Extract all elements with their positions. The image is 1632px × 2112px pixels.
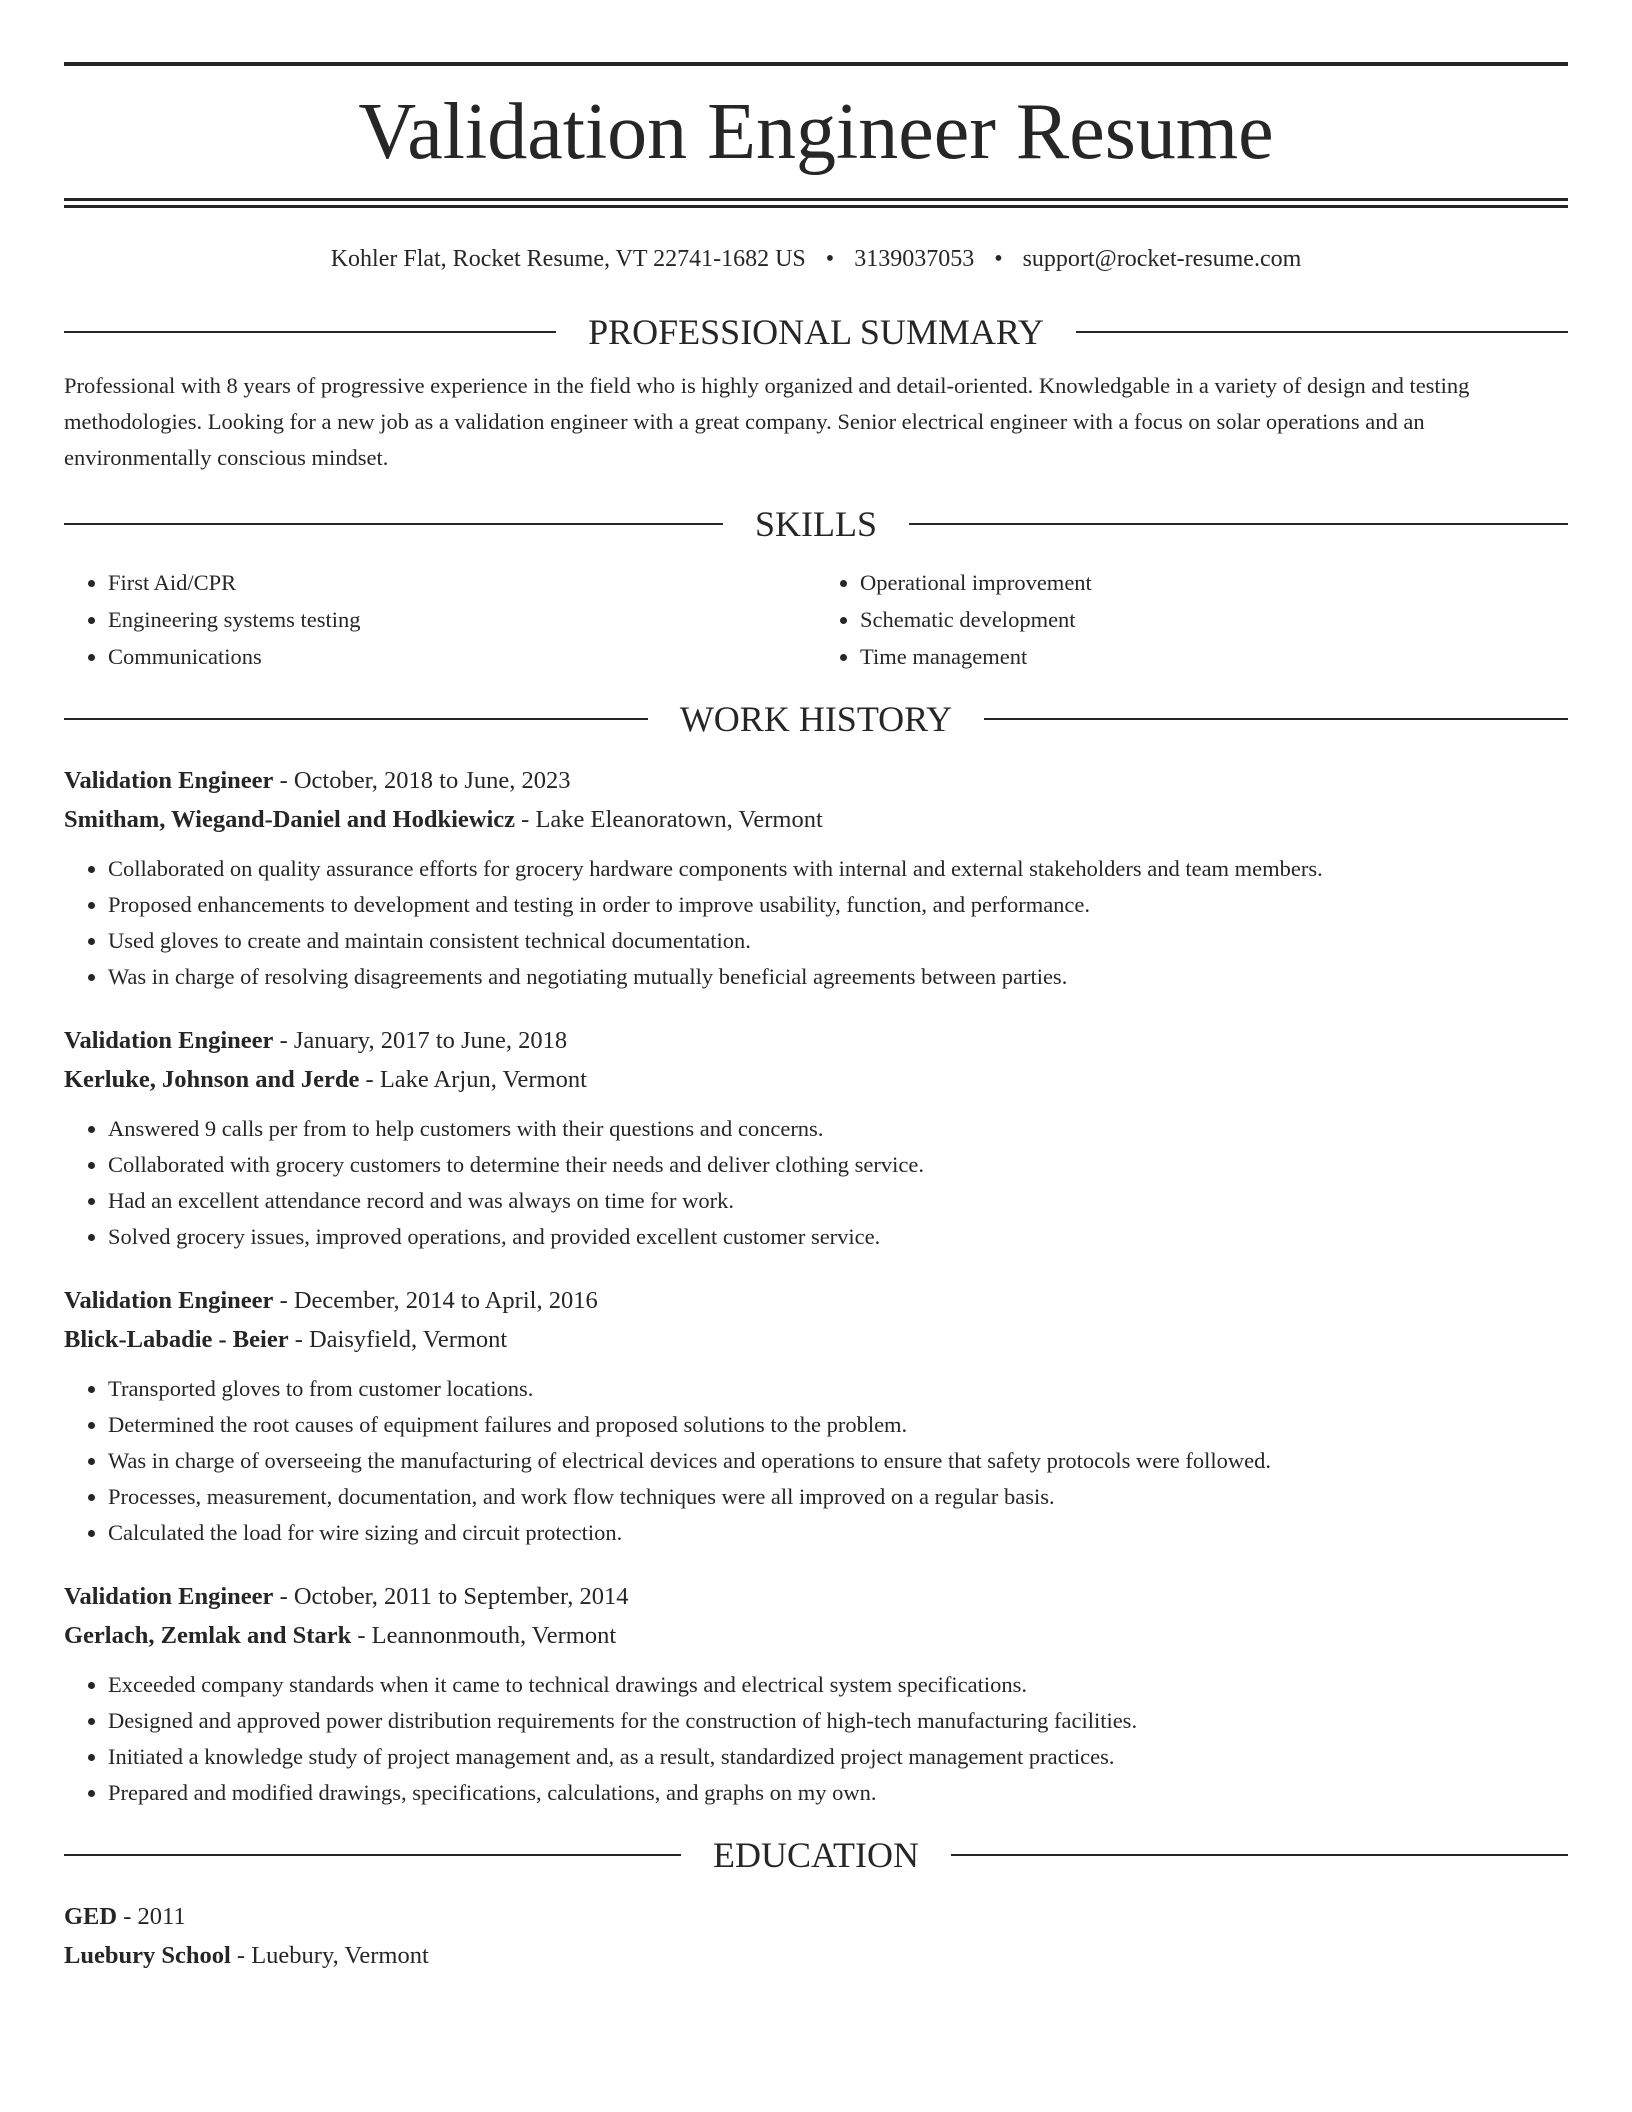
job-bullets — [64, 1667, 1568, 1811]
job-bullet: • Was in charge of overseeing the manufacturing of electrical devices and operations to ensure that safety protocols were followed. — [108, 1443, 1568, 1479]
education-degree: GED — [64, 1903, 118, 1930]
education-degree-line — [64, 1897, 1568, 1936]
section-rule — [64, 523, 723, 525]
job-company-line — [64, 1616, 1568, 1655]
section-header-education — [64, 1833, 1568, 1877]
job-title-line — [64, 1281, 1568, 1320]
job-bullet: • Solved grocery issues, improved operations, and provided excellent customer service. — [108, 1219, 1568, 1255]
section-title: PROFESSIONAL SUMMARY — [588, 312, 1044, 352]
job-title-line — [64, 1021, 1568, 1060]
section-title: WORK HISTORY — [679, 699, 953, 739]
section-rule — [64, 1854, 681, 1856]
job-title: Validation Engineer — [64, 767, 274, 794]
top-rule — [64, 62, 1568, 66]
section-header-summary — [64, 310, 1568, 354]
job-location: - Lake Eleanoratown, Vermont — [515, 806, 823, 833]
job-entry — [64, 1281, 1568, 1551]
job-title: Validation Engineer — [64, 1287, 274, 1314]
education-entry — [64, 1897, 1568, 1975]
job-location: - Daisyfield, Vermont — [288, 1326, 508, 1353]
education-school-line — [64, 1936, 1568, 1975]
job-title-line — [64, 761, 1568, 800]
job-bullet: • Calculated the load for wire sizing and circuit protection. — [108, 1515, 1568, 1551]
job-bullet: • Designed and approved power distribution requirements for the construction of high-tech manufacturing facilities. — [108, 1703, 1568, 1739]
education-location: - Luebury, Vermont — [230, 1942, 429, 1969]
job-bullets — [64, 851, 1568, 995]
job-title: Validation Engineer — [64, 1583, 274, 1610]
job-title-line — [64, 1577, 1568, 1616]
contact-phone: 3139037053 — [854, 246, 975, 272]
job-bullet: • Transported gloves to from customer locations. — [108, 1371, 1568, 1407]
section-rule — [951, 1854, 1568, 1856]
skills-column-left — [64, 564, 816, 675]
section-header-work — [64, 697, 1568, 741]
section-rule — [909, 523, 1568, 525]
work-history — [64, 761, 1568, 1811]
job-bullet: • Initiated a knowledge study of project management and, as a result, standardized project management practices. — [108, 1739, 1568, 1775]
contact-separator: • — [994, 246, 1003, 272]
job-bullets — [64, 1111, 1568, 1255]
section-title: EDUCATION — [713, 1835, 919, 1875]
job-bullet: • Answered 9 calls per from to help customers with their questions and concerns. — [108, 1111, 1568, 1147]
skill-item: • Schematic development — [860, 601, 1568, 638]
job-company-line — [64, 1060, 1568, 1099]
section-title: SKILLS — [755, 504, 878, 544]
job-dates: - December, 2014 to April, 2016 — [273, 1287, 598, 1314]
job-bullet: • Was in charge of resolving disagreements and negotiating mutually beneficial agreements between parties. — [108, 959, 1568, 995]
contact-separator: • — [825, 246, 835, 272]
section-rule — [1076, 331, 1568, 333]
skill-item: • Operational improvement — [860, 564, 1568, 601]
job-entry — [64, 1577, 1568, 1811]
job-bullet: • Determined the root causes of equipment failures and proposed solutions to the problem. — [108, 1407, 1568, 1443]
job-company: Gerlach, Zemlak and Stark — [64, 1622, 352, 1649]
summary-text: Professional with 8 years of progressive experience in the field who is highly organized and detail-oriented. Knowledgable in a variety of design and testing methodologies. Looking for a new job as a validation engineer with a great company. Senior electrical engineer with a focus on solar operations and an environmentally conscious mindset. — [64, 373, 1470, 470]
education-year: - 2011 — [117, 1903, 186, 1930]
job-bullet: • Collaborated on quality assurance efforts for grocery hardware components with internal and external stakeholders and team members. — [108, 851, 1568, 887]
job-dates: - January, 2017 to June, 2018 — [273, 1027, 568, 1054]
resume-page — [64, 0, 1568, 1975]
skill-item: • First Aid/CPR — [108, 564, 816, 601]
job-company: Smitham, Wiegand-Daniel and Hodkiewicz — [64, 806, 516, 833]
job-company-line — [64, 1320, 1568, 1359]
section-rule — [984, 718, 1568, 720]
job-company: Kerluke, Johnson and Jerde — [64, 1066, 360, 1093]
job-company-line — [64, 800, 1568, 839]
skills-column-right — [816, 564, 1568, 675]
job-location: - Leannonmouth, Vermont — [351, 1622, 617, 1649]
job-bullet: • Collaborated with grocery customers to determine their needs and deliver clothing service. — [108, 1147, 1568, 1183]
job-bullets — [64, 1371, 1568, 1551]
job-entry — [64, 761, 1568, 995]
job-dates: - October, 2011 to September, 2014 — [273, 1583, 629, 1610]
skill-item: • Time management — [860, 638, 1568, 675]
job-title: Validation Engineer — [64, 1027, 274, 1054]
skill-item: • Engineering systems testing — [108, 601, 816, 638]
job-bullet: • Exceeded company standards when it came to technical drawings and electrical system specifications. — [108, 1667, 1568, 1703]
contact-address: Kohler Flat, Rocket Resume, VT 22741-1682 US — [330, 246, 806, 272]
section-rule — [64, 331, 556, 333]
job-bullet: • Prepared and modified drawings, specifications, calculations, and graphs on my own. — [108, 1775, 1568, 1811]
job-bullet: • Processes, measurement, documentation, and work flow techniques were all improved on a regular basis. — [108, 1479, 1568, 1515]
job-bullet: • Had an excellent attendance record and was always on time for work. — [108, 1183, 1568, 1219]
job-location: - Lake Arjun, Vermont — [359, 1066, 587, 1093]
section-header-skills — [64, 502, 1568, 546]
job-bullet: • Used gloves to create and maintain consistent technical documentation. — [108, 923, 1568, 959]
skills-list — [64, 564, 1568, 675]
job-company: Blick-Labadie - Beier — [64, 1326, 289, 1353]
contact-line — [64, 244, 1568, 274]
job-entry — [64, 1021, 1568, 1255]
education-school: Luebury School — [64, 1942, 231, 1969]
section-rule — [64, 718, 648, 720]
contact-email: support@rocket-resume.com — [1022, 246, 1302, 272]
skill-item: • Communications — [108, 638, 816, 675]
page-title: Validation Engineer Resume — [358, 88, 1274, 176]
job-bullet: • Proposed enhancements to development and testing in order to improve usability, function, and performance. — [108, 887, 1568, 923]
title-double-rule — [64, 198, 1568, 208]
job-dates: - October, 2018 to June, 2023 — [273, 767, 571, 794]
